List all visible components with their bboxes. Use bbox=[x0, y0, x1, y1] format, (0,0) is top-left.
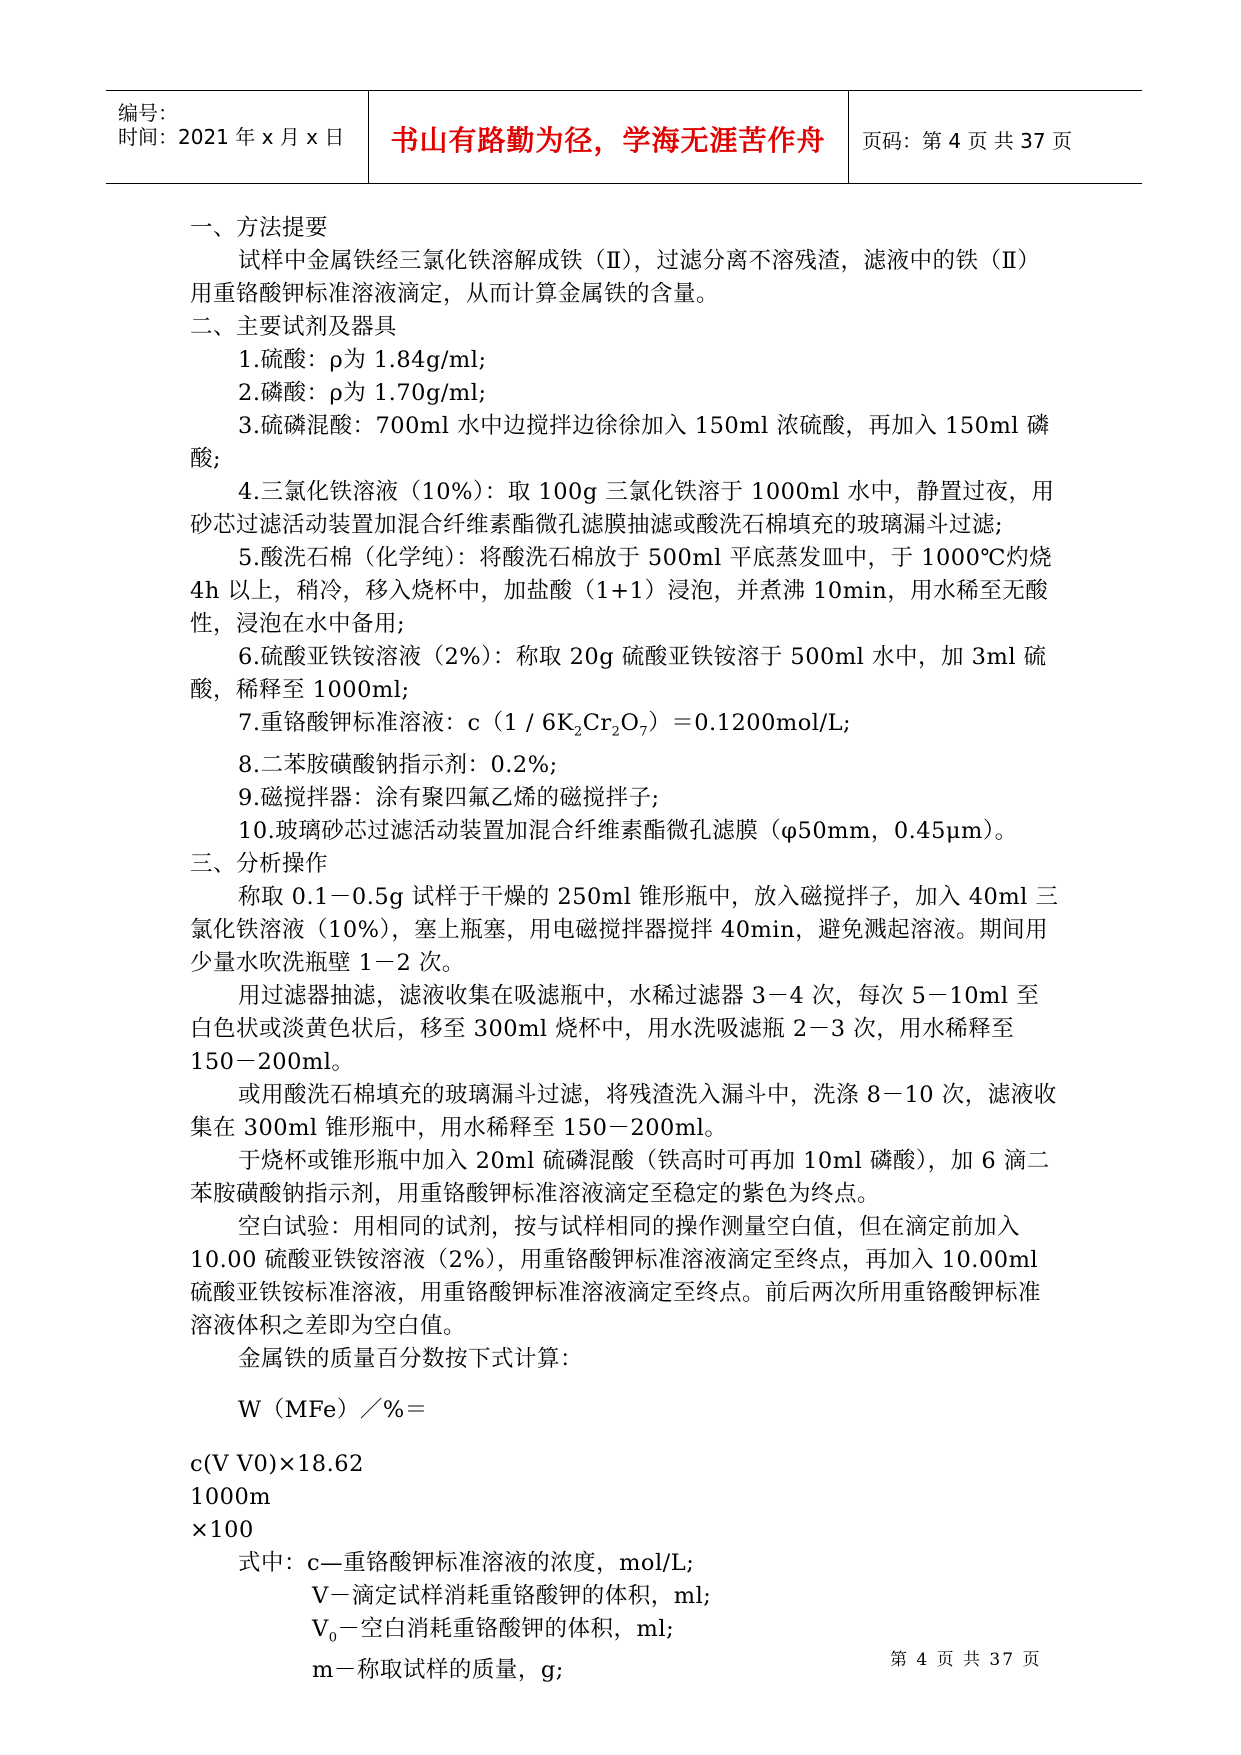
reagent-item-8: 8.二苯胺磺酸钠指示剂：0.2%; bbox=[238, 751, 558, 778]
reagent-item-5: 5.酸洗石棉（化学纯）：将酸洗石棉放于 500ml 平底蒸发皿中，于 1000℃灼烧 4h 以上，稍冷，移入烧杯中，加盐酸（1+1）浸泡，并煮沸 10min，用水稀至无酸性，浸泡在水中备用; bbox=[190, 545, 1053, 637]
calculation-intro: 金属铁的质量百分数按下式计算： bbox=[238, 1345, 584, 1372]
reagent-7-text-d: ）＝0.1200mol/L; bbox=[648, 710, 852, 736]
header-info-cell bbox=[106, 91, 369, 183]
reagent-7-text-c: O bbox=[620, 710, 640, 736]
reagent-item-7 bbox=[190, 707, 1060, 749]
formula-denominator: 1000m bbox=[190, 1483, 272, 1510]
header-motto-cell bbox=[368, 91, 849, 183]
reagent-7-sub-1: 2 bbox=[573, 724, 583, 740]
v0-subscript: 0 bbox=[328, 1630, 338, 1645]
document-number-label: 编号： bbox=[118, 101, 178, 125]
v0-text: －空白消耗重铬酸钾的体积，ml; bbox=[337, 1615, 675, 1642]
where-definition-c: 式中：c—重铬酸钾标准溶液的浓度，mol/L; bbox=[238, 1549, 695, 1576]
where-definition-m: m－称取试样的质量，g; bbox=[312, 1657, 564, 1683]
section-title-reagents: 二、主要试剂及器具 bbox=[190, 314, 398, 340]
formula-numerator: c(V V0)×18.62 bbox=[190, 1450, 364, 1477]
reagent-7-sub-3: 7 bbox=[639, 724, 649, 740]
calculation-formula bbox=[238, 1384, 1060, 1440]
reagent-item-10: 10.玻璃砂芯过滤活动装置加混合纤维素酯微孔滤膜（φ50mm，0.45μm）。 bbox=[238, 817, 1018, 844]
header-motto: 书山有路勤为径，学海无涯苦作舟 bbox=[390, 124, 826, 157]
reagent-item-9: 9.磁搅拌器：涂有聚四氟乙烯的磁搅拌子; bbox=[238, 784, 660, 811]
reagent-item-4: 4.三氯化铁溶液（10%）：取 100g 三氯化铁溶于 1000ml 水中，静置过夜，用砂芯过滤活动装置加混合纤维素酯微孔滤膜抽滤或酸洗石棉填充的玻璃漏斗过滤; bbox=[190, 479, 1055, 538]
page-header bbox=[106, 90, 1142, 184]
section-title-procedure: 三、分析操作 bbox=[190, 850, 329, 877]
reagent-7-sub-2: 2 bbox=[611, 724, 621, 740]
reagent-7-text-a: 7.重铬酸钾标准溶液：c（1 / 6K bbox=[238, 710, 574, 736]
reagent-7-text-b: Cr bbox=[582, 710, 612, 736]
reagent-item-3: 3.硫磷混酸：700ml 水中边搅拌边徐徐加入 150ml 浓硫酸，再加入 150ml 磷酸; bbox=[190, 413, 1050, 472]
document-date-label: 时间：2021 年 x 月 x 日 bbox=[118, 125, 345, 149]
procedure-paragraph-3: 或用酸洗石棉填充的玻璃漏斗过滤，将残渣洗入漏斗中，洗涤 8－10 次，滤液收集在 300ml 锥形瓶中，用水稀释至 150－200ml。 bbox=[190, 1081, 1057, 1141]
procedure-paragraph-2: 用过滤器抽滤，滤液收集在吸滤瓶中，水稀过滤器 3－4 次，每次 5－10ml 至白色状或淡黄色状后，移至 300ml 烧杯中，用水洗吸滤瓶 2－3 次，用水稀释至 150－200ml。 bbox=[190, 982, 1040, 1075]
document-body bbox=[190, 212, 1060, 1687]
formula-rhs: ×100 bbox=[190, 1516, 254, 1543]
formula-lhs: W（MFe）／%＝ bbox=[238, 1396, 428, 1423]
blank-test-paragraph: 空白试验：用相同的试剂，按与试样相同的操作测量空白值，但在滴定前加入 10.00 硫酸亚铁铵溶液（2%），用重铬酸钾标准溶液滴定至终点，再加入 10.00ml 硫酸亚铁铵标准溶液，用重铬酸钾标准溶液滴定至终点。前后两次所用重铬酸钾标准溶液体积之差即为空白值。 bbox=[190, 1213, 1042, 1339]
method-summary-paragraph: 试样中金属铁经三氯化铁溶解成铁（Ⅱ），过滤分离不溶残渣，滤液中的铁（Ⅱ）用重铬酸钾标准溶液滴定，从而计算金属铁的含量。 bbox=[190, 248, 1041, 307]
page-footer-number: 第 4 页 共 37 页 bbox=[890, 1650, 1042, 1670]
reagent-item-6: 6.硫酸亚铁铵溶液（2%）：称取 20g 硫酸亚铁铵溶于 500ml 水中，加 3ml 硫酸，稀释至 1000ml; bbox=[190, 644, 1047, 703]
reagent-item-2: 2.磷酸：ρ为 1.70g/ml; bbox=[238, 380, 487, 406]
where-definition-v: V－滴定试样消耗重铬酸钾的体积，ml; bbox=[312, 1582, 712, 1609]
procedure-paragraph-1: 称取 0.1－0.5g 试样于干燥的 250ml 锥形瓶中，放入磁搅拌子，加入 40ml 三氯化铁溶液（10%），塞上瓶塞，用电磁搅拌器搅拌 40min，避免溅起溶液。期间用少量水吹洗瓶壁 1－2 次。 bbox=[190, 883, 1059, 976]
section-title-method: 一、方法提要 bbox=[190, 215, 329, 241]
procedure-paragraph-4: 于烧杯或锥形瓶中加入 20ml 硫磷混酸（铁高时可再加 10ml 磷酸），加 6 滴二苯胺磺酸钠指示剂，用重铬酸钾标准溶液滴定至稳定的紫色为终点。 bbox=[190, 1147, 1050, 1207]
header-page-number: 页码：第 4 页 共 37 页 bbox=[862, 129, 1072, 153]
header-page-cell bbox=[848, 91, 1142, 183]
v0-symbol: V bbox=[312, 1615, 329, 1642]
reagent-item-1: 1.硫酸：ρ为 1.84g/ml; bbox=[238, 347, 487, 373]
